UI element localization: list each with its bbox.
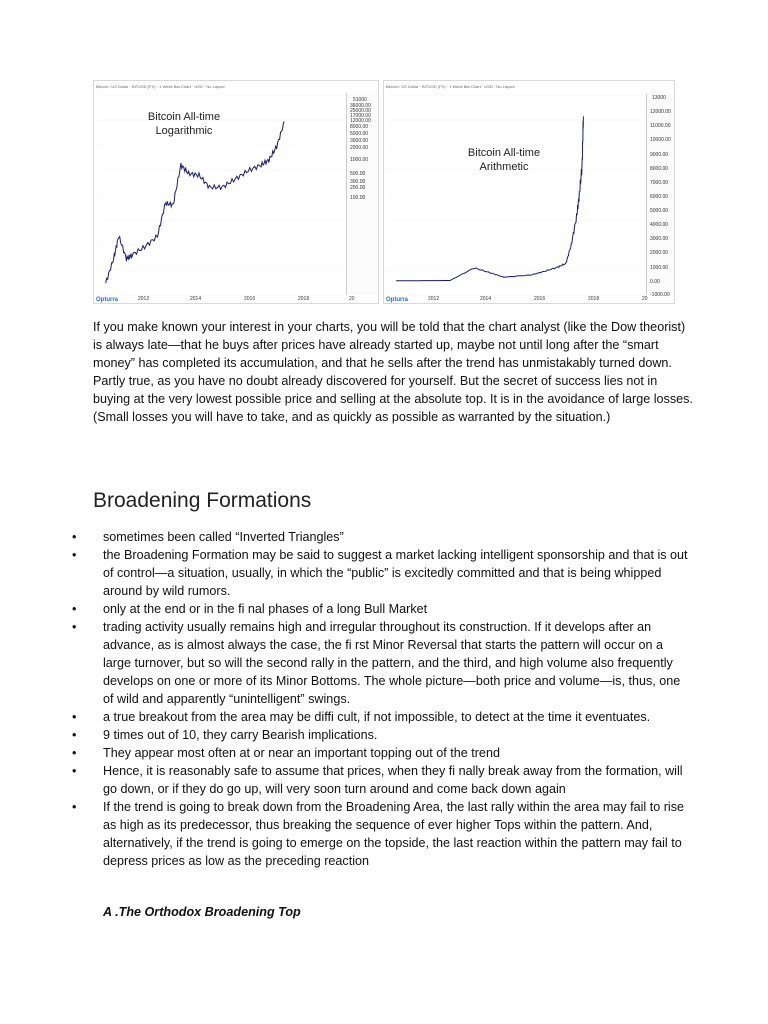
bullet-icon: • [72,530,77,544]
bullet-icon: • [72,764,77,778]
y-axis [646,93,674,298]
list-item-text: sometimes been called “Inverted Triangles” [103,530,344,544]
y-tick: 17000.00 [350,113,371,119]
y-tick: 8000.00 [650,166,669,172]
price-series-line [396,116,583,280]
y-tick: 2000.00 [350,145,369,151]
bullet-icon: • [72,710,77,724]
y-tick: 3000.00 [350,138,369,144]
chart-title-line1: Bitcoin All-time [467,147,541,159]
y-tick: 7000.00 [650,180,669,186]
intro-paragraph: If you make known your interest in your charts, you will be told that the chart analyst (like the Dow theorist) is always late—that he buys after prices have already started up, maybe not until long after the “smart money” has completed its accumulation, and that he sells after the trend has unmistakably turned down. Partly true, as you have no doubt already discovered for yourself. But the secret of success lies not in buying at the very lowest possible price and selling at the absolute top. It is in the avoidance of large losses. (Small losses you will have to take, and as quickly as possible as warranted by the situation.) [93,320,693,424]
y-axis [346,93,378,295]
y-tick: 12000.00 [650,109,671,115]
list-item [72,600,692,618]
y-tick: 12000.00 [350,118,371,124]
chart-header: Bitcoin / US Dollar · BITUSD (FX) · 1 Week Bar Chart · USD · No Layout [96,84,225,89]
list-item-text: 9 times out of 10, they carry Bearish implications. [103,728,378,742]
section-heading: Broadening Formations [93,489,312,512]
list-item [72,708,692,726]
x-tick: 2016 [534,296,546,302]
list-item [72,726,692,744]
y-tick: 1000.00 [350,157,369,163]
y-tick: 5000.00 [350,131,369,137]
y-tick: 6000.00 [650,194,669,200]
y-tick: 4000.00 [650,222,669,228]
y-tick: 10000.00 [650,137,671,143]
x-tick: 2018 [588,296,600,302]
x-tick: 2014 [190,296,202,302]
y-tick: 300.00 [350,179,366,185]
arithmetic-chart-plot [384,81,676,305]
list-item [72,762,692,798]
y-tick: 51000 [353,97,367,103]
chart-title-line2: Arithmetic [479,161,529,173]
x-tick: 2014 [480,296,492,302]
y-tick: 1000.00 [650,265,669,271]
y-tick: 36000.00 [350,103,371,109]
bullet-icon: • [72,548,77,562]
y-tick: 100.00 [350,195,366,201]
list-item-text: a true breakout from the area may be diffi cult, if not impossible, to detect at the time it eventuates. [103,710,651,724]
x-tick: 2016 [244,296,256,302]
y-tick: 500.00 [350,171,366,177]
chart-title-line1: Bitcoin All-time [147,111,221,123]
list-item-text: only at the end or in the fi nal phases of a long Bull Market [103,602,428,616]
list-item-text: trading activity usually remains high and irregular throughout its construction. If it develops after an advance, as is almost always the case, the fi rst Minor Reversal that starts the pattern will occur on a large turnover, but so will the second rally in the pattern, and the third, and high volume also frequently develops on one or more of its Minor Bottoms. The whole picture—both price and volume—is, thus, one of wild and apparently “unintelligent” swings. [103,620,681,706]
bullet-icon: • [72,602,77,616]
chart-header: Bitcoin / US Dollar · BITUSD (FX) · 1 Week Bar Chart · USD · No Layout [386,84,515,89]
y-tick: 3000.00 [650,236,669,242]
bullet-icon: • [72,728,77,742]
chart-title [134,110,234,138]
chart-title-line2: Logarithmic [155,125,213,137]
x-tick: 2012 [138,296,150,302]
list-item-text: the Broadening Formation may be said to suggest a market lacking intelligent sponsorship and that is out of control—a situation, usually, in which the “public” is excitedly committed and that is being whipped around by wild rumors. [103,548,688,598]
y-tick: 9000.00 [650,152,669,158]
bullet-icon: • [72,746,77,760]
bullet-list [72,528,692,870]
price-series-line [106,122,285,283]
y-tick: 11000.00 [650,123,671,129]
x-tick: 20 [349,296,355,302]
list-item-text: They appear most often at or near an important topping out of the trend [103,746,500,760]
log-chart [93,80,379,304]
y-tick: 25000.00 [350,108,371,114]
y-tick: 0.00 [650,279,660,285]
x-tick: 2012 [428,296,440,302]
chart-title [444,146,564,174]
y-tick: 5000.00 [650,208,669,214]
list-item [72,744,692,762]
y-tick: 13000 [652,95,666,101]
opturra-logo: Opturra [96,297,119,303]
list-item [72,528,692,546]
list-item-text: If the trend is going to break down from the Broadening Area, the last rally within the area may fail to rise as high as its predecessor, thus breaking the sequence of ever higher Tops within the pattern. And, alternatively, if the trend is going to emerge on the topside, the last reaction within the pattern may fail to depress prices as low as the preceding reaction [103,800,685,868]
y-tick: 2000.00 [650,250,669,256]
y-tick: 200.00 [350,185,366,191]
list-item [72,798,692,870]
bullet-icon: • [72,800,77,814]
y-tick: -1000.00 [650,292,670,298]
bullet-icon: • [72,620,77,634]
subheading: A .The Orthodox Broadening Top [103,905,301,919]
list-item [72,546,692,600]
arithmetic-chart [383,80,675,304]
x-tick: 2018 [298,296,310,302]
y-tick: 8000.00 [350,124,369,130]
list-item [72,618,692,708]
list-item-text: Hence, it is reasonably safe to assume that prices, when they fi nally break away from the formation, will go down, or if they do go up, will very soon turn around and come back down again [103,764,683,796]
opturra-logo: Opturra [386,297,409,303]
x-tick: 20 [642,296,648,302]
